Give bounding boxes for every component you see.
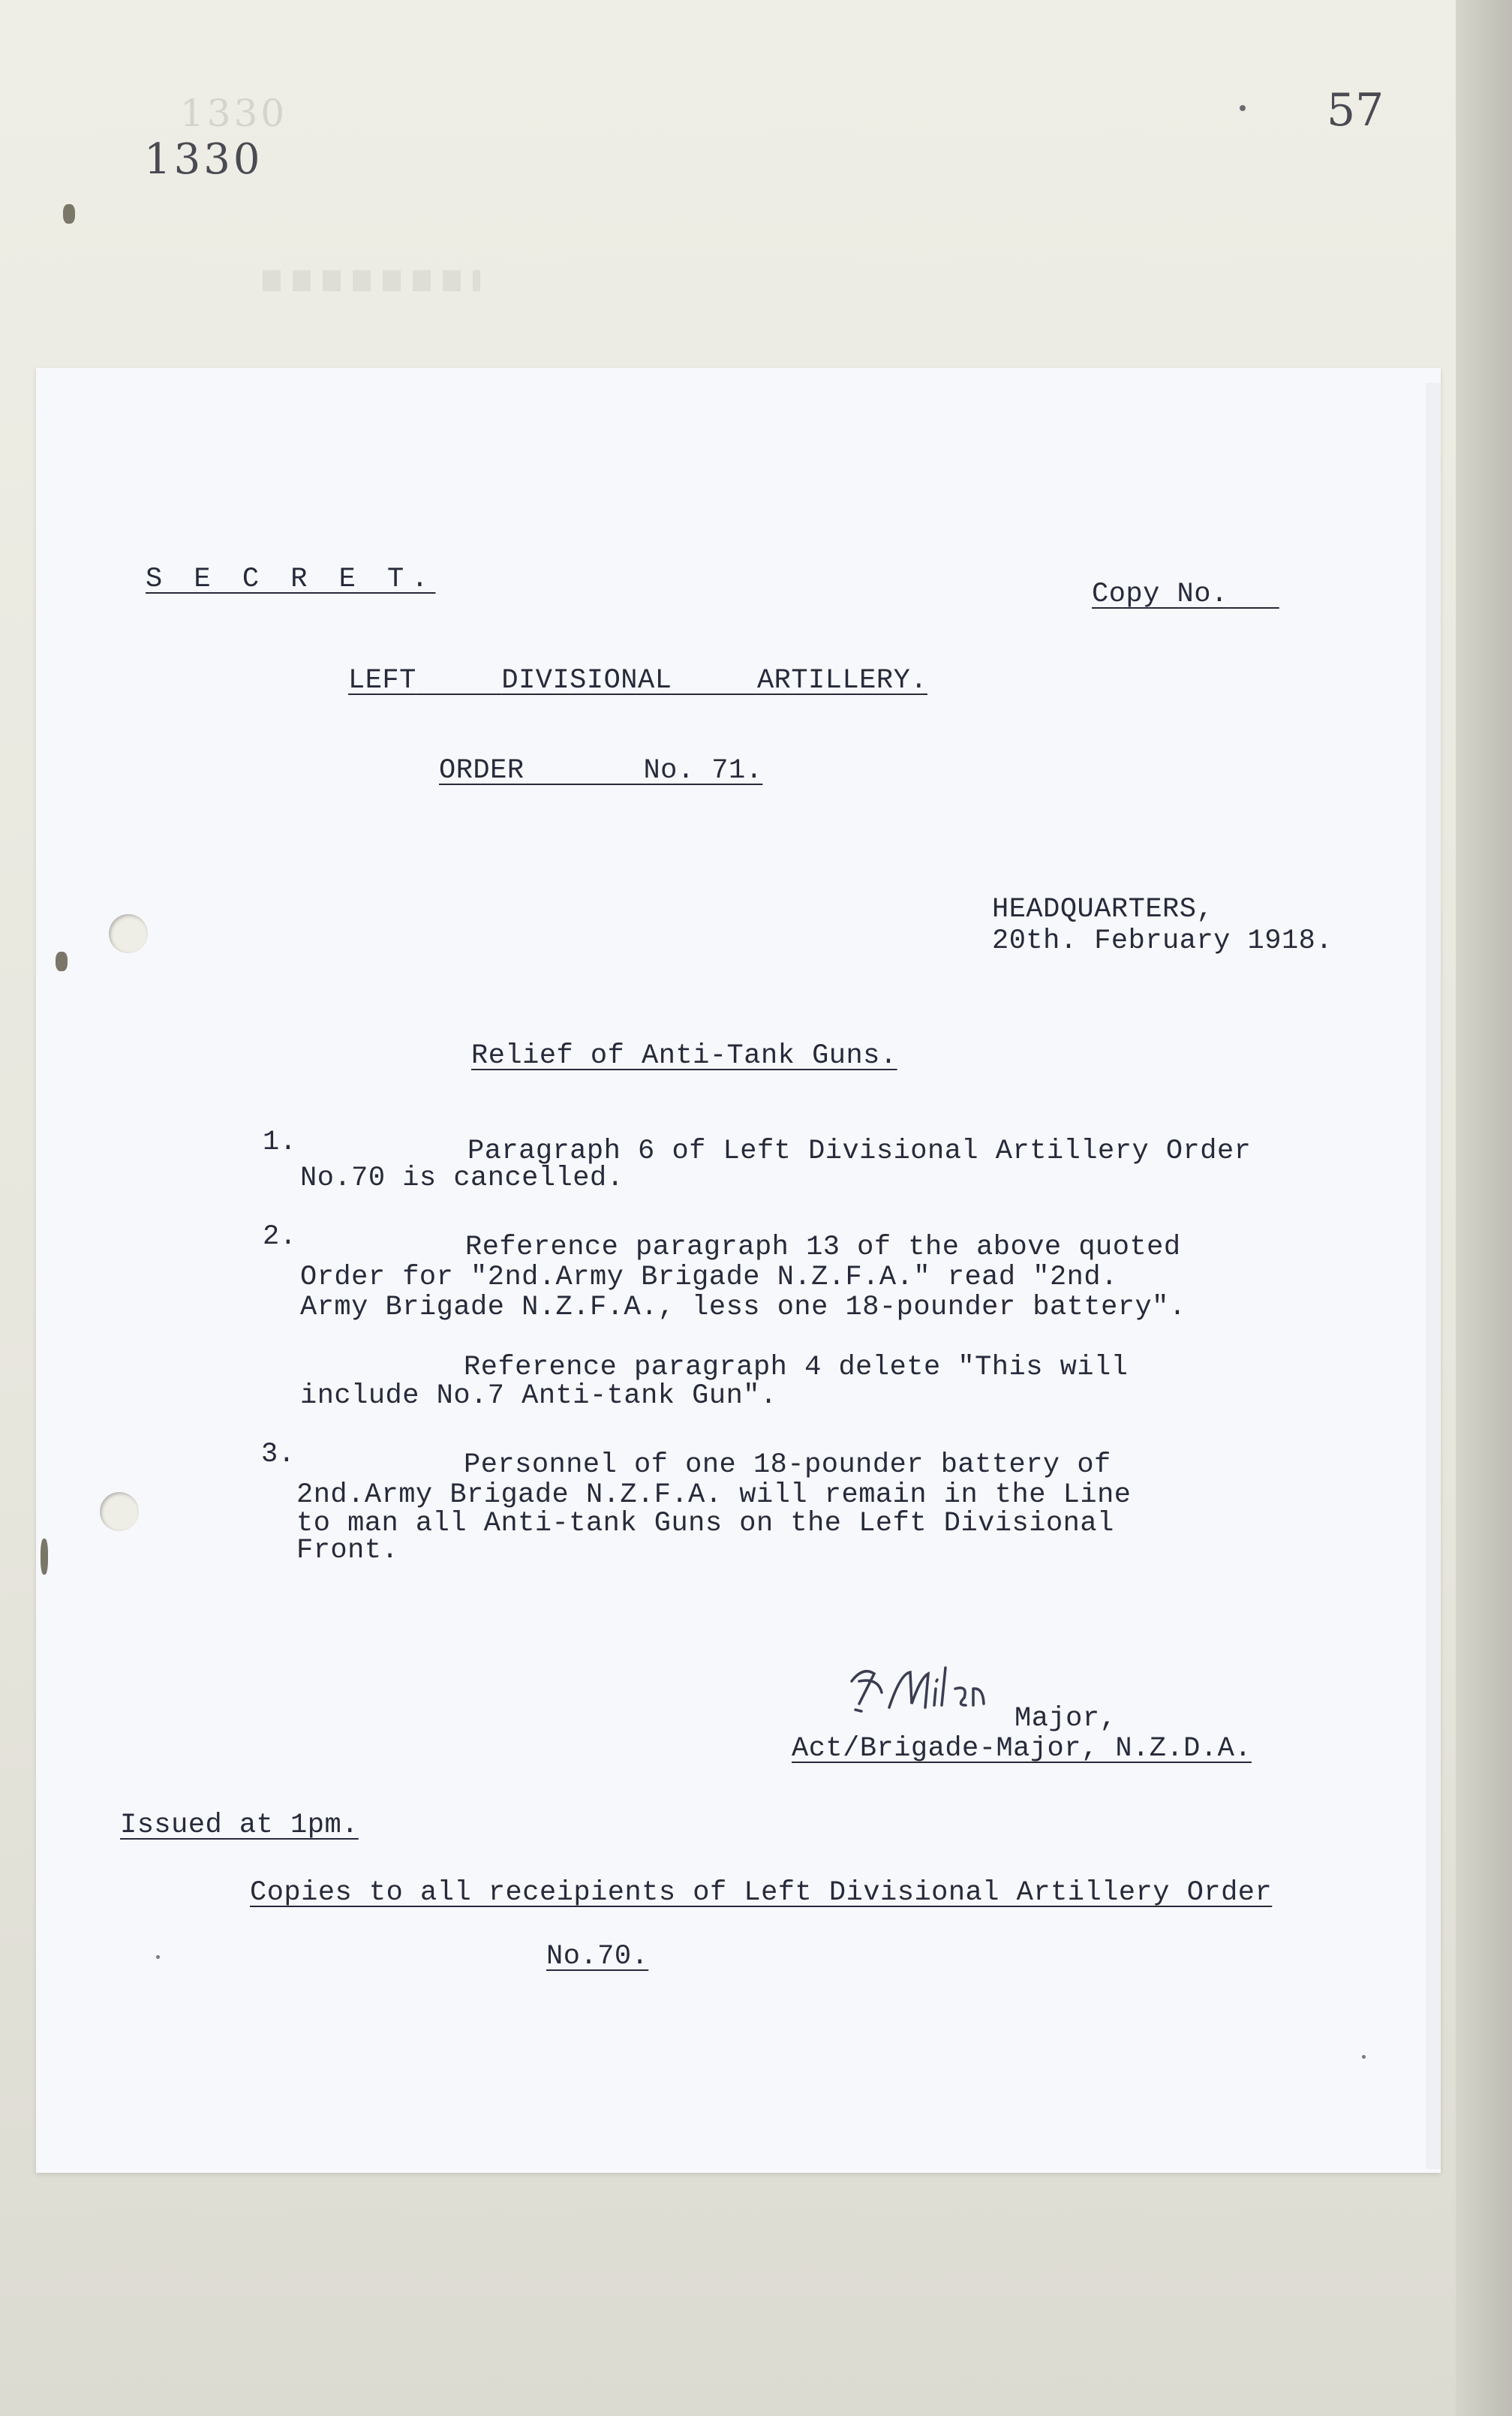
- subject-heading: Relief of Anti-Tank Guns.: [471, 1040, 897, 1072]
- paragraph-3-line-2: 2nd.Army Brigade N.Z.F.A. will remain in the Line: [296, 1479, 1132, 1511]
- paper-speck: [156, 1955, 160, 1959]
- paragraph-1-line-2: No.70 is cancelled.: [300, 1163, 624, 1194]
- order-label: ORDER: [439, 755, 525, 787]
- unit-title-divisional: DIVISIONAL: [501, 665, 672, 697]
- order-heading: [439, 754, 762, 787]
- paragraph-1-number: 1.: [263, 1127, 297, 1158]
- folio-number: 1330: [144, 135, 263, 184]
- paragraph-2-line-1: Reference paragraph 13 of the above quoted: [465, 1232, 1181, 1263]
- staple-mark-middle: [56, 952, 68, 971]
- copies-distribution-line-1: Copies to all receipients of Left Divisional Artillery Order: [250, 1877, 1273, 1909]
- staple-mark-top: [63, 204, 75, 224]
- paragraph-2-number: 2.: [263, 1221, 297, 1253]
- page-number: 57: [1327, 84, 1384, 137]
- unit-title: [348, 664, 927, 697]
- staple-mark-lower: [41, 1539, 48, 1575]
- signature-rank: Major,: [1015, 1703, 1117, 1735]
- faded-show-through: [263, 270, 480, 291]
- paragraph-2-line-3: Army Brigade N.Z.F.A., less one 18-pounder battery".: [300, 1292, 1186, 1323]
- date-line: 20th. February 1918.: [992, 925, 1333, 957]
- document-sheet-edge: [1426, 383, 1441, 2169]
- copies-distribution-line-2: No.70.: [546, 1941, 649, 1972]
- folio-number-faded: 1330: [180, 92, 288, 135]
- paper-speck: [1362, 2055, 1366, 2059]
- paragraph-1-line-1: Paragraph 6 of Left Divisional Artillery Order: [467, 1136, 1252, 1167]
- headquarters-line: HEADQUARTERS,: [992, 894, 1214, 925]
- paragraph-3-line-3: to man all Anti-tank Guns on the Left Divisional: [296, 1508, 1114, 1539]
- unit-title-artillery: ARTILLERY.: [756, 665, 927, 697]
- copy-number-label: [1092, 578, 1279, 611]
- page-dot: [1240, 105, 1246, 111]
- classification-heading: S E C R E T.: [146, 564, 436, 595]
- order-number: No. 71.: [643, 755, 763, 787]
- paragraph-3-number: 3.: [261, 1439, 296, 1470]
- signature-title: Act/Brigade-Major, N.Z.D.A.: [792, 1733, 1252, 1765]
- paragraph-3-line-4: Front.: [296, 1535, 399, 1566]
- punch-hole-lower: [100, 1492, 139, 1531]
- punch-hole-upper: [109, 914, 148, 953]
- paragraph-2b-line-2: include No.7 Anti-tank Gun".: [300, 1380, 777, 1412]
- paragraph-3-line-1: Personnel of one 18-pounder battery of: [464, 1449, 1111, 1481]
- paragraph-2-line-2: Order for "2nd.Army Brigade N.Z.F.A." read "2nd.: [300, 1262, 1118, 1293]
- paragraph-2b-line-1: Reference paragraph 4 delete "This will: [464, 1352, 1129, 1383]
- archive-sheet-edge: [1456, 0, 1512, 2416]
- issued-time: Issued at 1pm.: [120, 1810, 359, 1841]
- copy-number-blank: [1228, 579, 1279, 610]
- unit-title-left: LEFT: [348, 665, 416, 697]
- copy-number-text: Copy No.: [1092, 579, 1228, 610]
